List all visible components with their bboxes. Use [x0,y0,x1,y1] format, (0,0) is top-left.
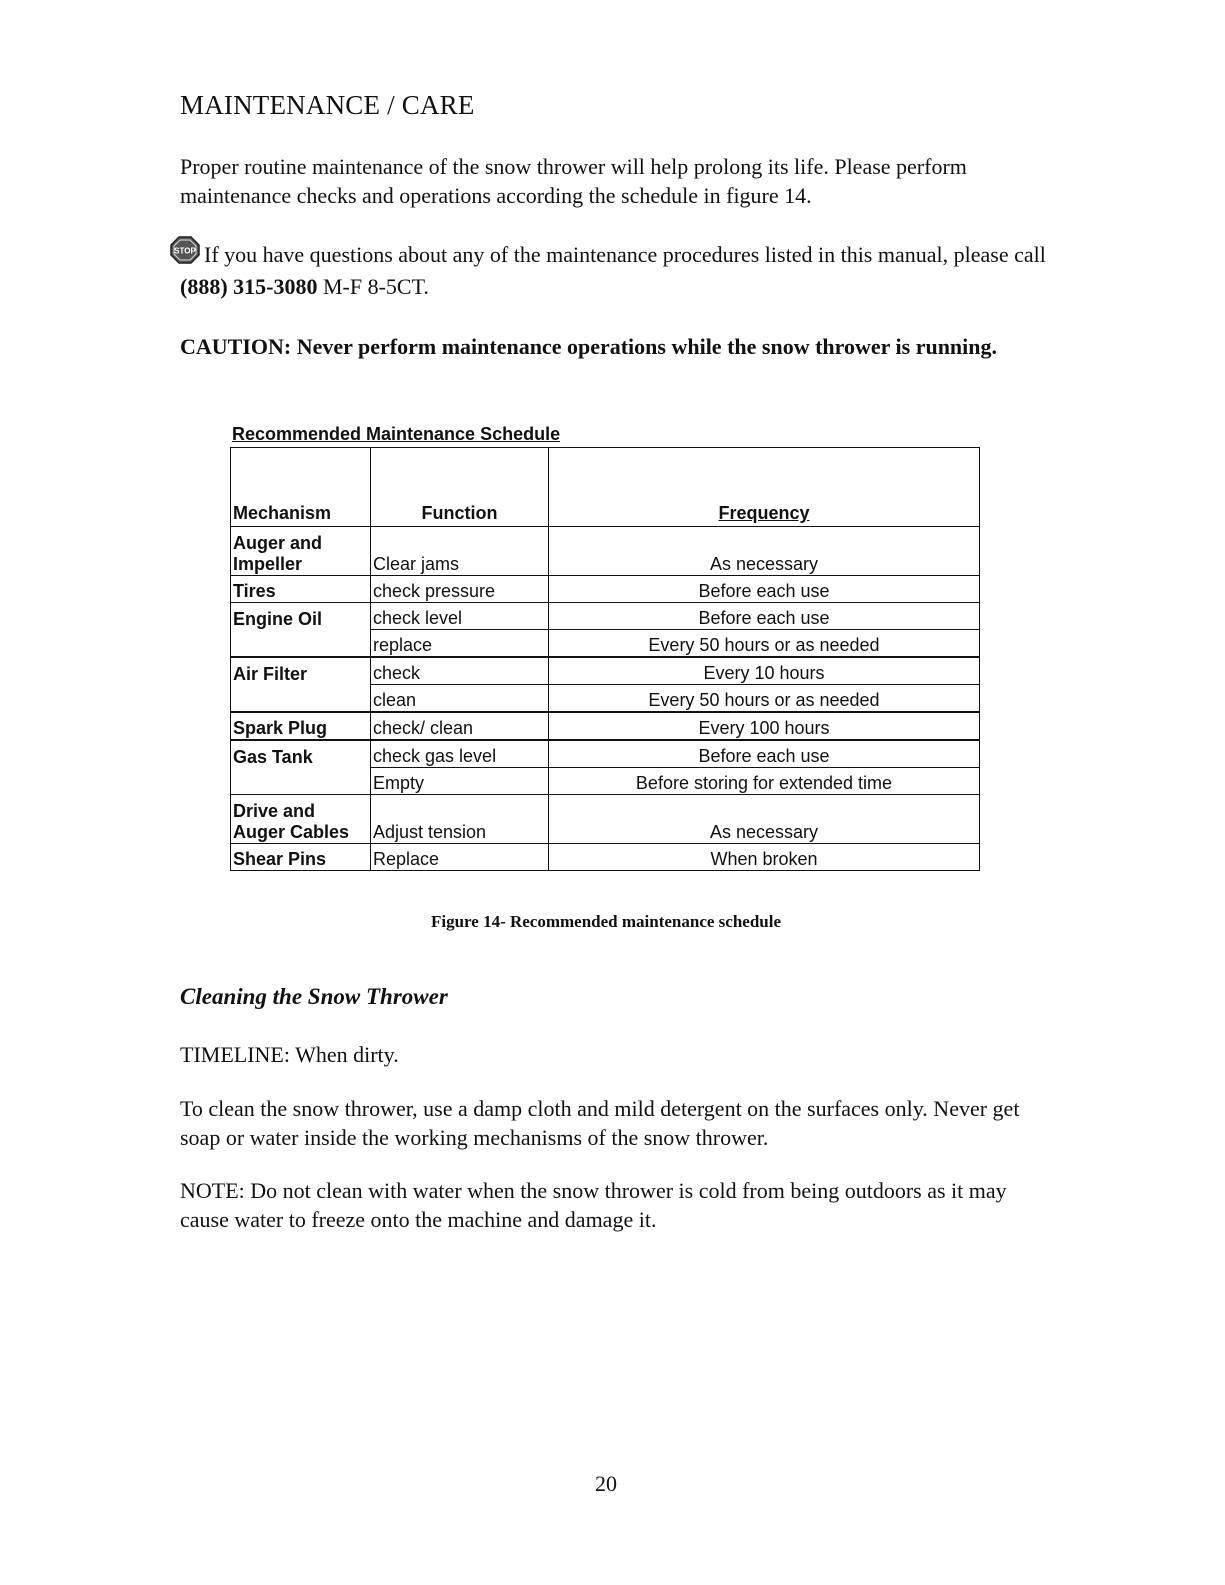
table-title-text: Recommended Maintenance Schedule [232,424,561,444]
section-subheading: Cleaning the Snow Thrower [180,984,448,1009]
support-phone: (888) 315-3080 [180,274,318,299]
row-mechanism: Tires [231,576,371,603]
row-frequency: As necessary [549,795,980,844]
row-function: check [371,657,549,685]
stop-note-text: If you have questions about any of the maintenance procedures listed in this manual, please call [204,242,1046,267]
row-frequency: Before each use [549,603,980,630]
row-mechanism [231,768,371,795]
row-mechanism: Air Filter [231,657,371,685]
header-function: Function [371,448,549,527]
row-function: check/ clean [371,712,549,740]
row-function: check pressure [371,576,549,603]
row-frequency: Every 50 hours or as needed [549,685,980,713]
row-mechanism [231,685,371,713]
header-frequency [549,448,980,527]
table-row [231,795,980,844]
maintenance-schedule-table [230,447,980,871]
timeline-text: TIMELINE: When dirty. [180,1042,399,1067]
row-function: Replace [371,844,549,871]
row-frequency: Every 10 hours [549,657,980,685]
support-hours: M-F 8-5CT. [322,274,429,299]
row-function: check gas level [371,740,549,768]
header-mechanism: Mechanism [231,448,371,527]
header-frequency-text: Frequency [718,503,810,523]
row-mechanism: Drive and Auger Cables [231,795,371,844]
row-function: Empty [371,768,549,795]
intro-paragraph: Proper routine maintenance of the snow thrower will help prolong its life. Please perform maintenance checks and operations according the schedule in figure 14. [180,154,967,208]
row-frequency: Before storing for extended time [549,768,980,795]
row-frequency: Every 100 hours [549,712,980,740]
row-frequency: Every 50 hours or as needed [549,630,980,658]
stop-sign-icon [168,235,202,272]
row-mechanism: Engine Oil [231,603,371,630]
table-row [231,576,980,603]
row-mechanism [231,630,371,658]
table-row [231,712,980,740]
table-row [231,740,980,768]
row-frequency: When broken [549,844,980,871]
row-function: check level [371,603,549,630]
table-row [231,657,980,685]
row-function: replace [371,630,549,658]
caution-warning: CAUTION: Never perform maintenance operations while the snow thrower is running. [180,334,998,359]
row-frequency: Before each use [549,740,980,768]
row-frequency: As necessary [549,527,980,576]
row-mechanism: Auger and Impeller [231,527,371,576]
note-paragraph: NOTE: Do not clean with water when the snow thrower is cold from being outdoors as it may cause water to freeze onto the machine and damage it. [180,1178,1007,1232]
stop-icon-text: STOP [174,246,196,256]
table-row [231,844,980,871]
row-function: clean [371,685,549,713]
page-heading: MAINTENANCE / CARE [180,90,475,120]
row-function: Clear jams [371,527,549,576]
table-row [231,630,980,658]
table-row [231,603,980,630]
row-mechanism: Shear Pins [231,844,371,871]
table-row [231,527,980,576]
table-header-row [231,448,980,527]
cleaning-paragraph: To clean the snow thrower, use a damp cloth and mild detergent on the surfaces only. Never get soap or water inside the working mechanisms of the snow thrower. [180,1096,1020,1150]
table-row [231,768,980,795]
row-mechanism: Spark Plug [231,712,371,740]
row-mechanism: Gas Tank [231,740,371,768]
page-number: 20 [595,1471,617,1496]
figure-caption: Figure 14- Recommended maintenance schedule [430,912,782,931]
table-title [232,424,560,445]
row-function: Adjust tension [371,795,549,844]
row-frequency: Before each use [549,576,980,603]
table-row [231,685,980,713]
stop-note [174,235,1060,301]
